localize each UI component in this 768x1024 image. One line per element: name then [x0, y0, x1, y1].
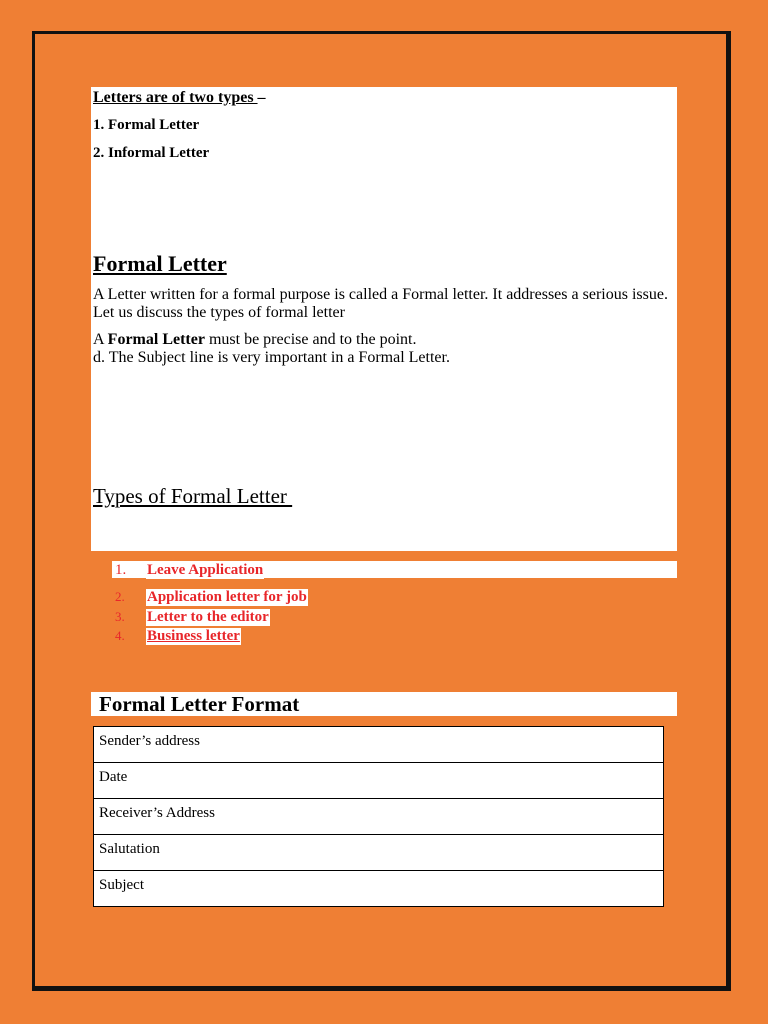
list-item-label: Application letter for job: [147, 589, 307, 605]
formal-definition-paragraph: A Letter written for a formal purpose is called a Formal letter. It addresses a serious issue. Let us discuss the types of formal letter: [93, 286, 668, 321]
table-row: [94, 871, 664, 907]
table-row: [94, 835, 664, 871]
list-item-number: 3.: [115, 609, 125, 624]
formal-letter-heading: Formal Letter: [93, 251, 227, 276]
table-cell: Date: [94, 763, 664, 799]
formal-precise-prefix: A: [93, 331, 108, 348]
letter-types-heading-text: Letters are of two types: [93, 89, 258, 106]
types-of-formal-letter-heading: Types of Formal Letter: [93, 484, 293, 508]
formal-precise-bold: Formal Letter: [107, 331, 205, 348]
list-item-number: 4.: [115, 628, 125, 643]
list-item-number: 1.: [115, 562, 127, 578]
list-item-number: 2.: [115, 589, 125, 604]
formal-precise-suffix: must be precise and to the point.: [204, 331, 417, 348]
subject-line-paragraph: d. The Subject line is very important in a Formal Letter.: [93, 349, 450, 366]
list-item-label: Business letter: [147, 628, 240, 644]
letter-types-heading: [93, 89, 266, 107]
intro-item-informal: 2. Informal Letter: [93, 145, 210, 161]
letter-types-heading-dash: –: [257, 89, 266, 106]
table-row: [94, 727, 664, 763]
list-item-label: Leave Application: [147, 562, 264, 578]
table-cell: Sender’s address: [94, 727, 664, 763]
table-cell: Salutation: [94, 835, 664, 871]
list-item-label: Letter to the editor: [147, 609, 269, 625]
table-cell: Subject: [94, 871, 664, 907]
formal-precise-paragraph: [93, 331, 668, 349]
table-cell: Receiver’s Address: [94, 799, 664, 835]
table-row: [94, 763, 664, 799]
formal-letter-format-heading: Formal Letter Format: [99, 692, 300, 716]
format-heading-band: [91, 692, 677, 716]
table-row: [94, 799, 664, 835]
content-panel: [91, 87, 677, 551]
intro-item-formal: 1. Formal Letter: [93, 117, 200, 133]
format-table: [93, 726, 664, 907]
